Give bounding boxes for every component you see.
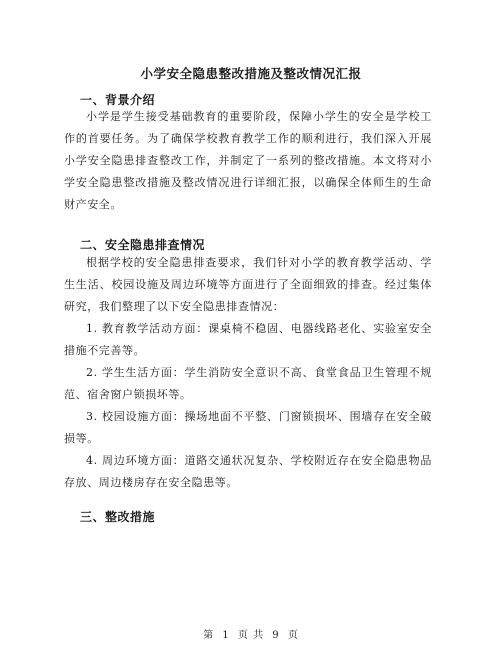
page-footer (0, 626, 502, 641)
document-title: 小学安全隐患整改措施及整改情况汇报 (140, 66, 362, 81)
section-heading-rectification: 三、整改措施 (80, 510, 156, 524)
section-heading-background: 一、背景介绍 (80, 93, 156, 107)
footer-current-page: 1 (222, 630, 230, 641)
footer-prefix: 第 (203, 630, 215, 641)
section-heading-hazard-inspection: 二、安全隐患排查情况 (80, 238, 206, 252)
list-item-surroundings: 4. 周边环境方面：道路交通状况复杂、学校附近存在安全隐患物品存放、周边楼房存在安全隐患等。 (64, 454, 432, 489)
paragraph-background: 小学是学生接受基础教育的重要阶段，保障小学生的安全是学校工作的首要任务。为了确保学校教育教学工作的顺利进行，我们深入开展小学安全隐患排查整改工作，并制定了一系列的整改措施。本文将对小学安全隐患整改措施及整改情况进行详细汇报，以确保全体师生的生命财产安全。 (64, 110, 432, 211)
list-item-student-life: 2. 学生生活方面：学生消防安全意识不高、食堂食品卫生管理不规范、宿舍窗户锁损坏等。 (64, 366, 432, 401)
list-item-teaching-activities: 1. 教育教学活动方面：课桌椅不稳固、电器线路老化、实验室安全措施不完善等。 (64, 322, 432, 357)
list-item-campus-facilities: 3. 校园设施方面：操场地面不平整、门窗锁损坏、围墙存在安全破损等。 (64, 410, 432, 445)
footer-suffix: 页 (287, 630, 299, 641)
paragraph-inspection-intro: 根据学校的安全隐患排查要求，我们针对小学的教育教学活动、学生生活、校园设施及周边环境等方面进行了全面细致的排查。经过集体研究，我们整理了以下安全隐患排查情况： (64, 256, 432, 313)
footer-middle: 页 共 (237, 630, 265, 641)
footer-total-pages: 9 (272, 630, 280, 641)
